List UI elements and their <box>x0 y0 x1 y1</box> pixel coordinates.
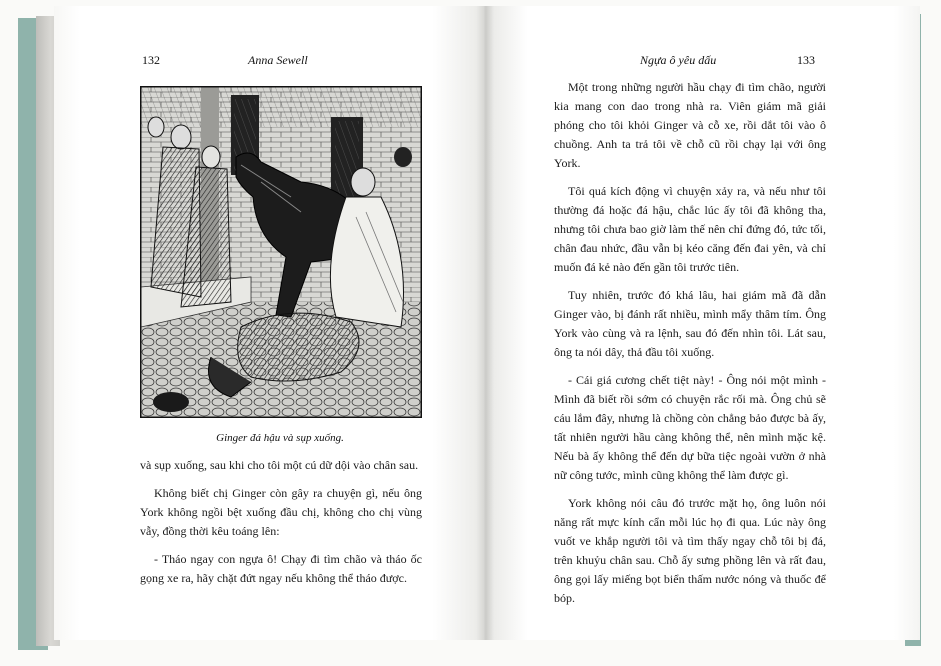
running-head-title: Ngựa ô yêu dấu <box>640 53 717 67</box>
paragraph: York không nói câu đó trước mặt họ, ông luôn nói năng rất mực kính cẩn mỗi lúc họ đi qua. Lúc này ông vuốt ve khắp người tôi và tìm thấy ngay chỗ tôi bị đá, trên khuỷu chân sau. Chỗ ấy sưng phồng lên và rất đau, ông gọi lấy miếng bọt biển thấm nước nóng và thuốc để bóp. <box>554 496 826 605</box>
paragraph: Tôi quá kích động vì chuyện xảy ra, và nếu như tôi thường đá hoặc đá hậu, chắc lúc ấy tôi đã không tha, nhưng tôi chưa bao giờ làm thế nên chỉ đứng đó, tức tối, chân đau nhức, đầu vẫn bị kéo căng đến đai yên, và chỉ muốn đá kẻ nào đến gần tôi trước tiên. <box>554 184 826 274</box>
page-number-right: 133 <box>797 53 815 67</box>
left-page-body <box>140 456 422 597</box>
paragraph: Một trong những người hầu chạy đi tìm chão, người kia mang con dao trong nhà ra. Viên giám mã giải phóng cho tôi khỏi Ginger và cỗ xe, rồi dắt tôi vào ô chuồng. Anh ta trả tôi về chỗ cũ rồi chạy lại với ông York. <box>554 80 826 170</box>
engraving-illustration <box>140 86 422 418</box>
book-gutter <box>476 6 494 640</box>
paragraph: Không biết chị Ginger còn gây ra chuyện gì, nếu ông York không ngồi bệt xuống đầu chị, không cho chị vùng vẫy, đồng thời kêu toáng lên: <box>140 486 422 538</box>
paragraph: và sụp xuống, sau khi cho tôi một cú dữ dội vào chân sau. <box>140 458 419 472</box>
paragraph: Tuy nhiên, trước đó khá lâu, hai giám mã đã dẫn Ginger vào, bị đánh rất nhiều, mình mẩy thâm tím. Ông York vào cùng và ra lệnh, sau đó đến nhìn tôi. Lát sau, ông ta nói dây, thả đầu tôi xuống. <box>554 288 826 359</box>
paragraph: - Cái giá cương chết tiệt này! - Ông nói một mình - Mình đã biết rồi sớm có chuyện rắc rối mà. Ông chủ sẽ cáu lắm đây, nhưng là chồng còn chẳng bảo được bà ấy, tất nhiên người hầu càng không thể, nên mình mặc kệ. Nếu bà ấy không thể đến dự bữa tiệc ngoài vườn ở nhà nữ công tước, mình cũng không thể làm được gì. <box>554 373 826 482</box>
paragraph: - Tháo ngay con ngựa ô! Chạy đi tìm chão và tháo ốc gọng xe ra, hãy chặt đứt ngay nếu không thể tháo được. <box>140 552 422 585</box>
page-number-left: 132 <box>142 53 160 67</box>
running-head-author: Anna Sewell <box>248 53 308 67</box>
illustration-caption: Ginger đá hậu và sụp xuống. <box>216 432 344 444</box>
horse-scene-icon <box>141 87 421 417</box>
right-page-body <box>554 78 826 617</box>
